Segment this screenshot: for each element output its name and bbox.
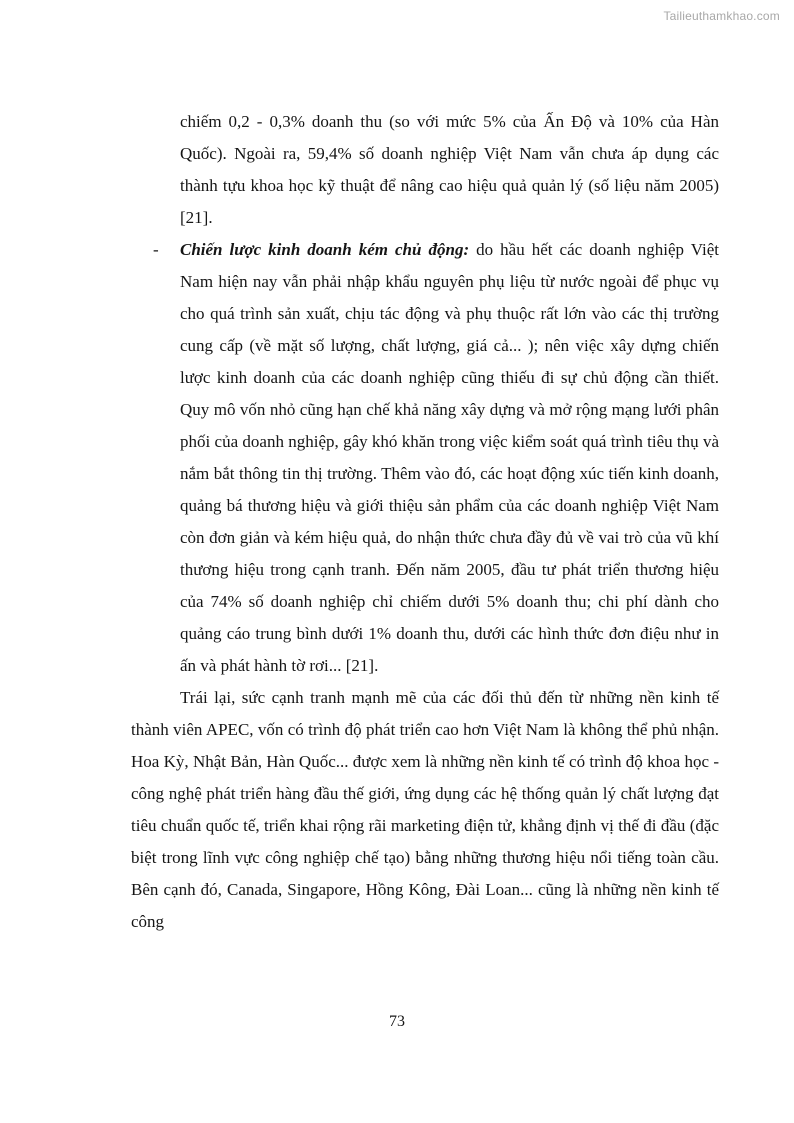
list-item-paragraph: [180, 234, 719, 682]
list-item: [153, 234, 719, 682]
watermark-text: Tailieuthamkhao.com: [663, 9, 780, 23]
list-dash-marker: -: [153, 240, 159, 259]
page-number: 73: [389, 1013, 405, 1030]
page-content: [131, 106, 719, 938]
list-item-body: do hầu hết các doanh nghiệp Việt Nam hiện nay vẫn phải nhập khẩu nguyên phụ liệu từ nước ngoài để phục vụ cho quá trình sản xuất, chịu tác động và phụ thuộc rất lớn vào các thị trường cung cấp (về mặt số lượng, chất lượng, giá cả... ); nên việc xây dựng chiến lược kinh doanh của các doanh nghiệp cũng thiếu đi sự chủ động cần thiết. Quy mô vốn nhỏ cũng hạn chế khả năng xây dựng và mở rộng mạng lưới phân phối của doanh nghiệp, gây khó khăn trong việc kiểm soát quá trình tiêu thụ và nắm bắt thông tin thị trường. Thêm vào đó, các hoạt động xúc tiến kinh doanh, quảng bá thương hiệu và giới thiệu sản phẩm của các doanh nghiệp Việt Nam còn đơn giản và kém hiệu quả, do nhận thức chưa đầy đủ về vai trò của vũ khí thương hiệu trong cạnh tranh. Đến năm 2005, đầu tư phát triển thương hiệu của 74% số doanh nghiệp chỉ chiếm dưới 5% doanh thu; chi phí dành cho quảng cáo trung bình dưới 1% doanh thu, dưới các hình thức đơn điệu như in ấn và phát hành tờ rơi... [21].: [180, 240, 719, 675]
paragraph-continuation: chiếm 0,2 - 0,3% doanh thu (so với mức 5% của Ấn Độ và 10% của Hàn Quốc). Ngoài ra, 59,4% số doanh nghiệp Việt Nam vẫn chưa áp dụng các thành tựu khoa học kỹ thuật để nâng cao hiệu quả quản lý (số liệu năm 2005) [21].: [180, 112, 719, 227]
list-item-lead: Chiến lược kinh doanh kém chủ động:: [180, 240, 470, 259]
paragraph-body: Trái lại, sức cạnh tranh mạnh mẽ của các đối thủ đến từ những nền kinh tế thành viên APEC, vốn có trình độ phát triển cao hơn Việt Nam là không thể phủ nhận. Hoa Kỳ, Nhật Bản, Hàn Quốc... được xem là những nền kinh tế có trình độ khoa học - công nghệ phát triển hàng đầu thế giới, ứng dụng các hệ thống quản lý chất lượng đạt tiêu chuẩn quốc tế, triển khai rộng rãi marketing điện tử, khẳng định vị thế đi đầu (đặc biệt trong lĩnh vực công nghiệp chế tạo) bằng những thương hiệu nổi tiếng toàn cầu. Bên cạnh đó, Canada, Singapore, Hồng Kông, Đài Loan... cũng là những nền kinh tế công: [131, 688, 719, 931]
